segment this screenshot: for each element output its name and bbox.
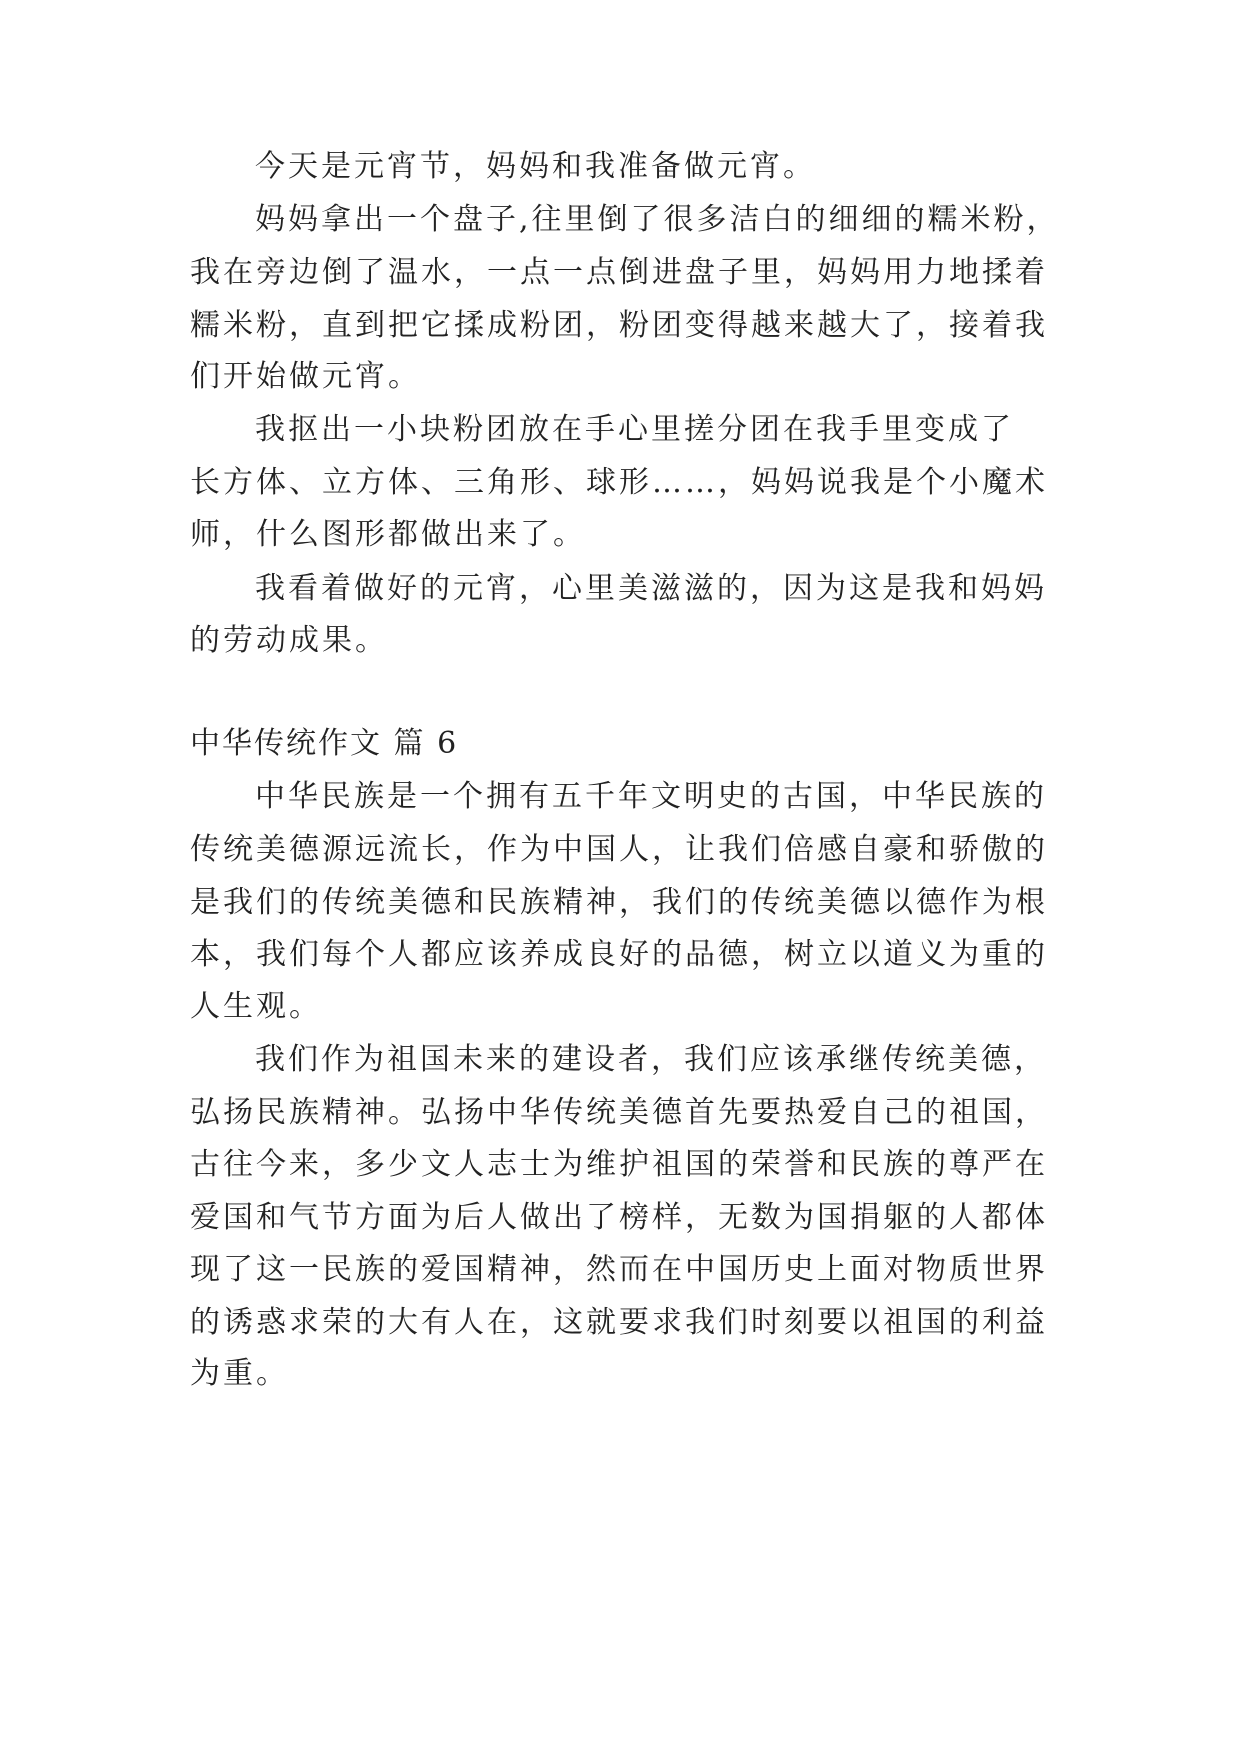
- paragraph-line: 弘扬民族精神。弘扬中华传统美德首先要热爱自己的祖国，: [190, 1095, 1048, 1130]
- paragraph-line: 师，什么图形都做出来了。: [190, 517, 586, 552]
- paragraph-line: 本，我们每个人都应该养成良好的品德，树立以道义为重的: [190, 937, 1048, 972]
- paragraph-line: 传统美德源远流长，作为中国人，让我们倍感自豪和骄傲的: [190, 832, 1048, 867]
- paragraph-line: 糯米粉，直到把它揉成粉团，粉团变得越来越大了，接着我: [190, 308, 1048, 343]
- paragraph-line: 们开始做元宵。: [190, 359, 421, 394]
- paragraph-line: 今天是元宵节，妈妈和我准备做元宵。: [255, 149, 816, 184]
- section-title: 中华传统作文 篇 6: [190, 726, 459, 761]
- paragraph-line: 长方体、立方体、三角形、球形……，妈妈说我是个小魔术: [190, 465, 1048, 500]
- paragraph-line: 我看着做好的元宵，心里美滋滋的，因为这是我和妈妈: [255, 571, 1047, 606]
- paragraph-line: 中华民族是一个拥有五千年文明史的古国，中华民族的: [255, 779, 1047, 814]
- paragraph-line: 我们作为祖国未来的建设者，我们应该承继传统美德，: [255, 1042, 1047, 1077]
- paragraph-line: 我在旁边倒了温水，一点一点倒进盘子里，妈妈用力地揉着: [190, 255, 1048, 290]
- paragraph-line: 为重。: [190, 1356, 289, 1391]
- paragraph-line: 古往今来，多少文人志士为维护祖国的荣誉和民族的尊严在: [190, 1147, 1048, 1182]
- paragraph-line: 我抠出一小块粉团放在手心里搓分团在我手里变成了: [255, 412, 1014, 447]
- paragraph-line: 现了这一民族的爱国精神，然而在中国历史上面对物质世界: [190, 1252, 1048, 1287]
- paragraph-line: 是我们的传统美德和民族精神，我们的传统美德以德作为根: [190, 885, 1048, 920]
- paragraph-line: 妈妈拿出一个盘子,往里倒了很多洁白的细细的糯米粉，: [255, 202, 1060, 237]
- paragraph-line: 爱国和气节方面为后人做出了榜样，无数为国捐躯的人都体: [190, 1200, 1048, 1235]
- paragraph-line: 人生观。: [190, 989, 322, 1024]
- paragraph-line: 的诱惑求荣的大有人在，这就要求我们时刻要以祖国的利益: [190, 1305, 1048, 1340]
- paragraph-line: 的劳动成果。: [190, 623, 388, 658]
